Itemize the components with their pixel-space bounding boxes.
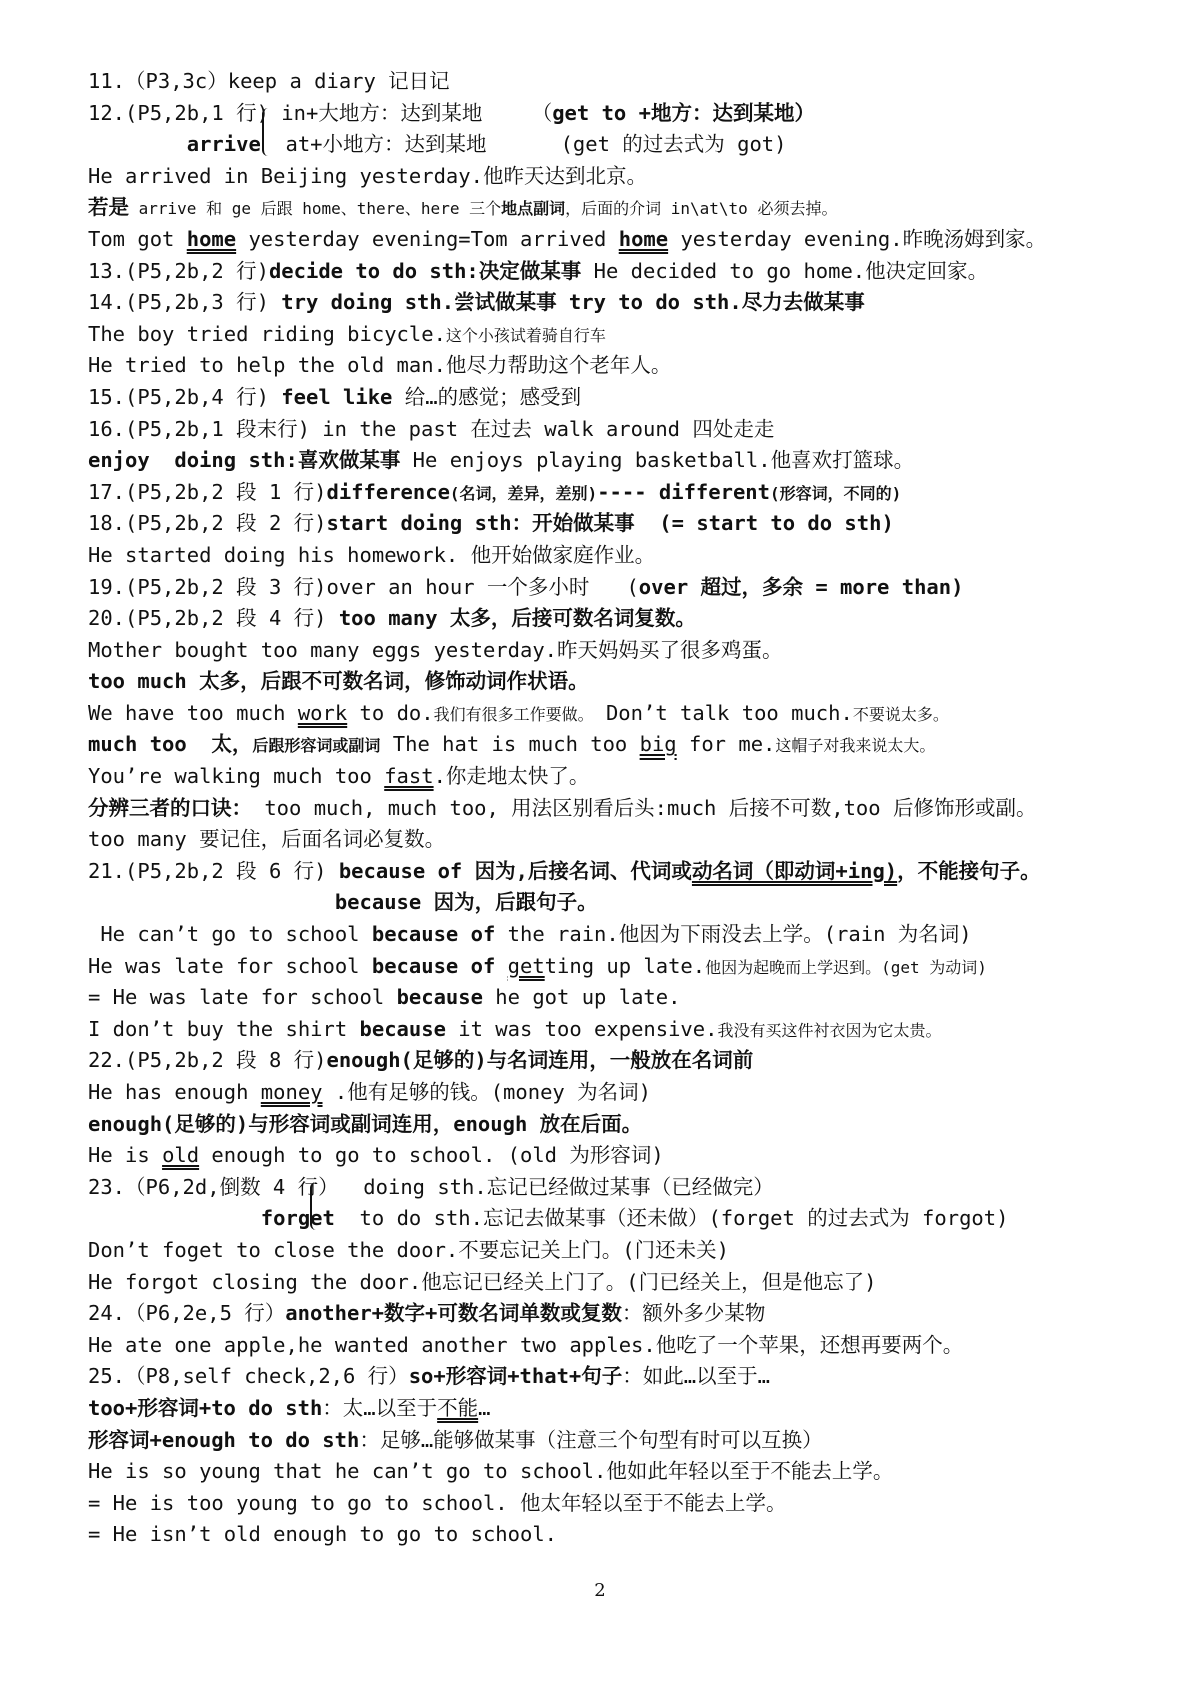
text-segment: 他因为起晚而上学迟到。(get 为动词) [705, 957, 987, 977]
text-line [88, 508, 1168, 540]
text-segment: enough(足够的)与名词连用，一般放在名词前 [326, 1048, 754, 1073]
text-segment: feel like [281, 384, 393, 409]
brace-icon [310, 1182, 321, 1230]
text-line [88, 824, 1168, 856]
text-line [88, 856, 1168, 888]
text-segment: fast [384, 764, 434, 789]
text-segment: ，不能接句子。 [897, 858, 1041, 883]
text-line [88, 887, 1168, 919]
text-line [88, 1267, 1168, 1299]
text-segment: He arrived in Beijing yesterday.他昨天达到北京。 [88, 163, 647, 188]
text-line [88, 161, 1168, 193]
text-line [88, 1488, 1168, 1520]
page-number: 2 [594, 1580, 606, 1601]
text-segment: too much 太多，后跟不可数名词，修饰动词作状语。 [88, 669, 589, 694]
text-segment: try doing sth.尝试做某事 [281, 290, 557, 315]
text-segment: too many 要记住，后面名词必复数。 [88, 827, 446, 852]
text-line [88, 572, 1168, 604]
text-line [88, 66, 1168, 98]
text-line [88, 603, 1168, 635]
text-segment: get to +地方：达到某地） [552, 100, 815, 125]
text-segment: start doing sth：开始做某事 (= start to do sth) [326, 511, 894, 536]
text-segment: it was too expensive. [445, 1016, 718, 1041]
text-segment: enough to go to school. (old 为形容词) [199, 1143, 664, 1168]
text-segment: home [186, 226, 237, 251]
text-segment: .你走地太快了。 [433, 764, 590, 789]
text-segment: home [618, 226, 669, 251]
text-segment: for me. [676, 732, 776, 757]
text-segment: .他有足够的钱。(money 为名词) [322, 1080, 651, 1104]
text-line [88, 1298, 1168, 1330]
text-line [88, 224, 1168, 256]
text-line [88, 698, 1168, 730]
text-segment: because [396, 985, 483, 1010]
text-segment: 不能 [437, 1395, 479, 1420]
text-segment: 25.（P8,self check,2,6 行） [88, 1364, 409, 1389]
text-line [88, 729, 1168, 761]
text-line [88, 1235, 1168, 1267]
text-segment: 23.（P6,2d,倒数 4 行） doing sth.忘记已经做过某事（已经做完） [88, 1174, 774, 1199]
text-segment: arrive [186, 132, 261, 157]
text-segment: 12.(P5,2b,1 行) [88, 100, 282, 125]
text-segment: 14.(P5,2b,3 行) [88, 290, 282, 315]
brace-icon [262, 108, 273, 156]
text-line [88, 1330, 1168, 1362]
text-line [88, 477, 1168, 509]
text-line [88, 1172, 1168, 1204]
text-segment: Tom got [88, 226, 187, 251]
text-segment: ：太…以至于 [322, 1395, 438, 1420]
text-segment: He decided to go home.他决定回家。 [581, 258, 989, 283]
text-segment [88, 1206, 261, 1230]
text-segment: … [478, 1395, 491, 1420]
text-segment: try to do sth. [556, 290, 742, 315]
text-line [88, 1361, 1168, 1393]
text-segment: because of [371, 953, 496, 978]
text-segment: 17.(P5,2b,2 段 1 行) [88, 479, 327, 504]
text-segment: at+小地方：达到某地 (get 的过去式为 got) [260, 132, 787, 157]
text-segment: yesterday evening=Tom arrived [236, 226, 619, 251]
text-line [88, 761, 1168, 793]
text-segment: 16.(P5,2b,1 段末行) in the past 在过去 walk around 四处走走 [88, 416, 775, 441]
text-segment: ting up late. [544, 953, 706, 978]
text-segment: (形容词，不同的) [769, 483, 902, 503]
text-segment: 18.(P5,2b,2 段 2 行) [88, 511, 327, 536]
text-segment: too+形容词+to do sth [88, 1395, 323, 1420]
text-segment: arrive 和 ge 后跟 home、there、here 三个 [129, 199, 502, 219]
text-segment: get [507, 953, 545, 978]
text-line [88, 919, 1168, 951]
text-segment [88, 132, 187, 156]
text-segment: money [260, 1080, 323, 1104]
text-segment: difference [326, 479, 450, 504]
text-segment: because of 因为,后接名词、代词或 [338, 858, 692, 883]
document-body [88, 66, 1168, 1551]
text-line [88, 982, 1168, 1014]
text-segment: because [359, 1016, 446, 1041]
text-line [88, 192, 1168, 224]
text-segment: enjoy doing sth:喜欢做某事 [88, 448, 401, 473]
text-segment: he got up late. [482, 985, 681, 1010]
text-segment: another+数字+可数名词单数或复数 [285, 1301, 622, 1326]
text-segment: Don’t talk too much. [593, 700, 853, 725]
text-segment: 这个小孩试着骑自行车 [445, 325, 606, 345]
text-segment: = He is too young to go to school. 他太年轻以至于不能去上学。 [88, 1490, 787, 1515]
text-segment: = He was late for school [88, 985, 397, 1010]
text-segment: You’re walking much too [88, 764, 385, 789]
text-segment: 20.(P5,2b,2 段 4 行) [88, 606, 339, 631]
text-segment: enough(足够的)与形容词或副词连用，enough 放在后面。 [88, 1111, 643, 1136]
text-segment: too many 太多，后接可数名词复数。 [338, 606, 696, 631]
text-line [88, 1014, 1168, 1046]
text-segment: He tried to help the old man.他尽力帮助这个老年人。 [88, 353, 672, 378]
text-segment: ---- different [597, 479, 770, 504]
text-line [88, 350, 1168, 382]
text-segment: 尽力去做某事 [741, 290, 865, 315]
text-segment: big [639, 732, 677, 757]
text-segment: so+形容词+that+句子 [408, 1364, 623, 1389]
text-segment: forget [260, 1206, 335, 1231]
text-segment: to do. [347, 700, 434, 725]
text-segment: 我没有买这件衬衣因为它太贵。 [717, 1020, 942, 1040]
text-line [88, 256, 1168, 288]
text-line [88, 319, 1168, 351]
text-line [88, 1519, 1168, 1551]
text-segment: He forgot closing the door.他忘记已经关上门了。(门已经关上，但是他忘了) [88, 1269, 877, 1294]
text-segment: 24.（P6,2e,5 行） [88, 1301, 286, 1326]
text-segment: = He isn’t old enough to go to school. [88, 1522, 557, 1547]
text-line [88, 98, 1168, 130]
text-segment: I don’t buy the shirt [88, 1016, 360, 1041]
text-segment: over 超过，多余 = more than) [638, 574, 964, 599]
text-segment: 地点副词 [501, 199, 566, 219]
text-line [88, 793, 1168, 825]
text-segment: because 因为，后跟句子。 [334, 890, 598, 915]
text-segment: 这帽子对我来说太大。 [775, 736, 936, 756]
text-segment: Don’t foget to close the door.不要忘记关上门。(门还未关) [88, 1237, 729, 1262]
text-line [88, 666, 1168, 698]
text-segment: old [162, 1143, 200, 1168]
text-line [88, 1425, 1168, 1457]
text-segment: (名词，差异，差别) [449, 483, 598, 503]
text-line [88, 1109, 1168, 1141]
text-segment: ：如此…以至于… [622, 1364, 770, 1389]
text-segment: He is so young that he can’t go to school.他如此年轻以至于不能去上学。 [88, 1459, 894, 1484]
text-segment: He has enough [88, 1080, 261, 1104]
text-segment: He is [88, 1143, 163, 1168]
text-segment: too much, much too, 用法区别看后头:much 后接不可数,too 后修饰形或副。 [252, 795, 1037, 820]
text-segment: 给…的感觉；感受到 [392, 384, 582, 409]
text-segment: yesterday evening.昨晚汤姆到家。 [668, 226, 1047, 251]
text-segment: He was late for school [88, 953, 372, 978]
text-segment: 21.(P5,2b,2 段 6 行) [88, 858, 339, 883]
text-segment: 13.(P5,2b,2 行) [88, 258, 269, 283]
text-segment: He started doing his homework. 他开始做家庭作业。 [88, 542, 656, 567]
text-line [88, 951, 1168, 983]
text-segment: He can’t go to school [88, 922, 372, 947]
text-segment: to do sth.忘记去做某事（还未做）(forget 的过去式为 forgot) [334, 1206, 1009, 1231]
text-segment: 若是 [88, 195, 129, 220]
text-line [88, 1456, 1168, 1488]
text-segment: The boy tried riding bicycle. [88, 321, 446, 346]
text-segment: ：足够…能够做某事（注意三个句型有时可以互换） [359, 1427, 823, 1452]
text-line [88, 635, 1168, 667]
text-line [88, 129, 1168, 161]
text-segment: 15.(P5,2b,4 行) [88, 384, 282, 409]
text-segment: much too 太， [88, 732, 253, 757]
text-line [88, 445, 1168, 477]
text-segment [495, 954, 507, 978]
text-segment: 形容词+enough to do sth [88, 1427, 360, 1452]
text-line [88, 414, 1168, 446]
text-segment: 后跟形容词或副词 [252, 736, 381, 756]
text-segment: the rain.他因为下雨没去上学。(rain 为名词) [495, 922, 972, 947]
text-segment: 不要说太多。 [852, 704, 949, 724]
text-segment: 我们有很多工作要做。 [433, 704, 594, 724]
text-line [88, 1077, 1168, 1109]
text-line [88, 1393, 1168, 1425]
text-segment: ：额外多少某物 [621, 1301, 766, 1326]
text-line [88, 1203, 1168, 1235]
text-segment: work [297, 700, 348, 725]
text-segment: Mother bought too many eggs yesterday.昨天妈妈买了很多鸡蛋。 [88, 637, 783, 662]
text-line [88, 287, 1168, 319]
text-segment: 11.（P3,3c）keep a diary 记日记 [88, 69, 450, 93]
text-segment: 动名词（即动词+ing) [691, 858, 898, 883]
text-line [88, 382, 1168, 414]
text-line [88, 1045, 1168, 1077]
text-segment: ，后面的介词 in\at\to 必须去掉。 [565, 199, 838, 219]
text-segment: The hat is much too [380, 732, 640, 757]
text-segment: because of [371, 922, 496, 947]
text-segment [88, 890, 335, 914]
text-segment: in+大地方：达到某地 （ [281, 100, 553, 125]
text-segment: 22.(P5,2b,2 段 8 行) [88, 1048, 327, 1073]
text-segment: decide to do sth:决定做某事 [268, 258, 582, 283]
text-segment: 分辨三者的口诀： [88, 795, 252, 820]
text-segment: He enjoys playing basketball.他喜欢打篮球。 [400, 448, 915, 473]
text-line [88, 1140, 1168, 1172]
text-segment: We have too much [88, 700, 298, 725]
text-line [88, 540, 1168, 572]
text-segment: 19.(P5,2b,2 段 3 行)over an hour 一个多小时 ( [88, 574, 639, 599]
text-segment: He ate one apple,he wanted another two apples.他吃了一个苹果，还想再要两个。 [88, 1332, 964, 1357]
